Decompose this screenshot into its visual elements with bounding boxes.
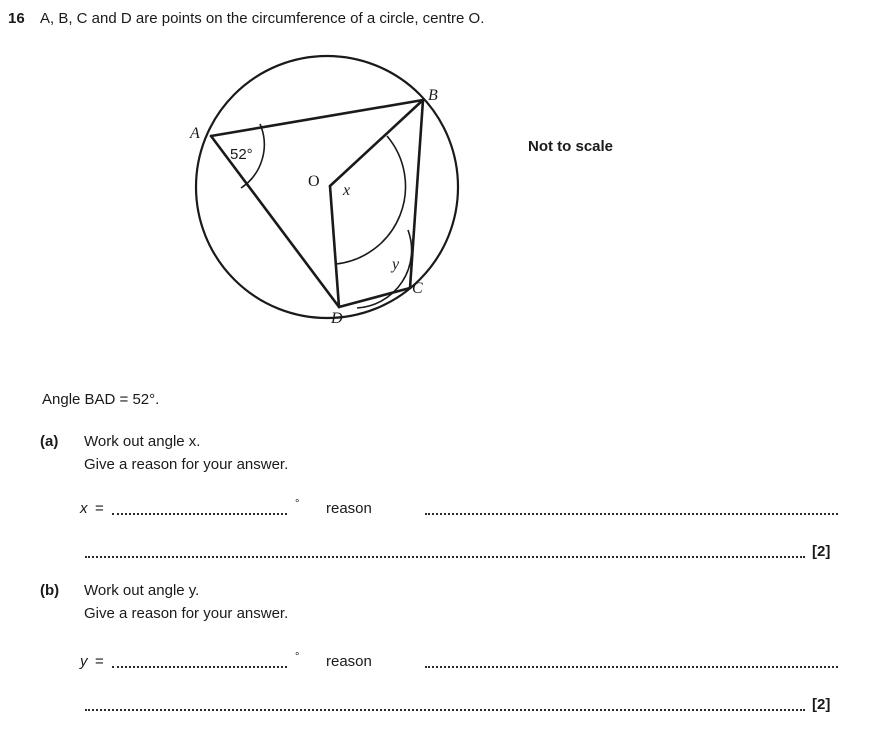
- angle-arc-y: [357, 230, 412, 308]
- circle-theorem-diagram: [150, 40, 550, 340]
- angle-label-bad: 52°: [230, 146, 253, 163]
- vertex-label-a: A: [190, 125, 200, 142]
- part-b-marks: [2]: [812, 696, 831, 713]
- given-statement: Angle BAD = 52°.: [42, 391, 160, 408]
- answer-a-variable: x: [80, 500, 88, 517]
- answer-a-value-field[interactable]: [112, 513, 287, 515]
- answer-b-equals: =: [95, 653, 104, 670]
- question-stem: A, B, C and D are points on the circumference of a circle, centre O.: [40, 10, 485, 27]
- angle-label-x: x: [343, 182, 351, 199]
- answer-b-degree-symbol: °: [295, 651, 300, 663]
- part-b-reason-prompt: Give a reason for your answer.: [84, 605, 289, 622]
- circle-outline: [196, 56, 458, 318]
- radius-od: [330, 186, 339, 307]
- part-a-instruction: Work out angle x.: [84, 433, 201, 450]
- angle-label-y: y: [392, 256, 400, 273]
- answer-a-reason-field-line2[interactable]: [85, 556, 805, 558]
- part-a-marks: [2]: [812, 543, 831, 560]
- answer-b-reason-label: reason: [326, 653, 372, 670]
- vertex-label-c: C: [412, 280, 423, 297]
- part-a-label: (a): [40, 433, 59, 450]
- answer-b-variable: y: [80, 653, 88, 670]
- question-number: 16: [8, 10, 25, 27]
- vertex-label-o: O: [308, 173, 320, 190]
- part-b-instruction: Work out angle y.: [84, 582, 200, 599]
- part-a-reason-prompt: Give a reason for your answer.: [84, 456, 289, 473]
- answer-b-value-field[interactable]: [112, 666, 287, 668]
- chord-bc: [410, 100, 423, 288]
- part-b-label: (b): [40, 582, 60, 599]
- vertex-label-d: D: [331, 310, 343, 327]
- answer-b-reason-field-line1[interactable]: [425, 666, 838, 668]
- answer-b-reason-field-line2[interactable]: [85, 709, 805, 711]
- answer-a-reason-label: reason: [326, 500, 372, 517]
- angle-arc-x: [336, 136, 406, 264]
- not-to-scale-note: Not to scale: [528, 138, 614, 155]
- vertex-label-b: B: [428, 87, 438, 104]
- answer-a-degree-symbol: °: [295, 498, 300, 510]
- answer-a-equals: =: [95, 500, 104, 517]
- answer-a-reason-field-line1[interactable]: [425, 513, 838, 515]
